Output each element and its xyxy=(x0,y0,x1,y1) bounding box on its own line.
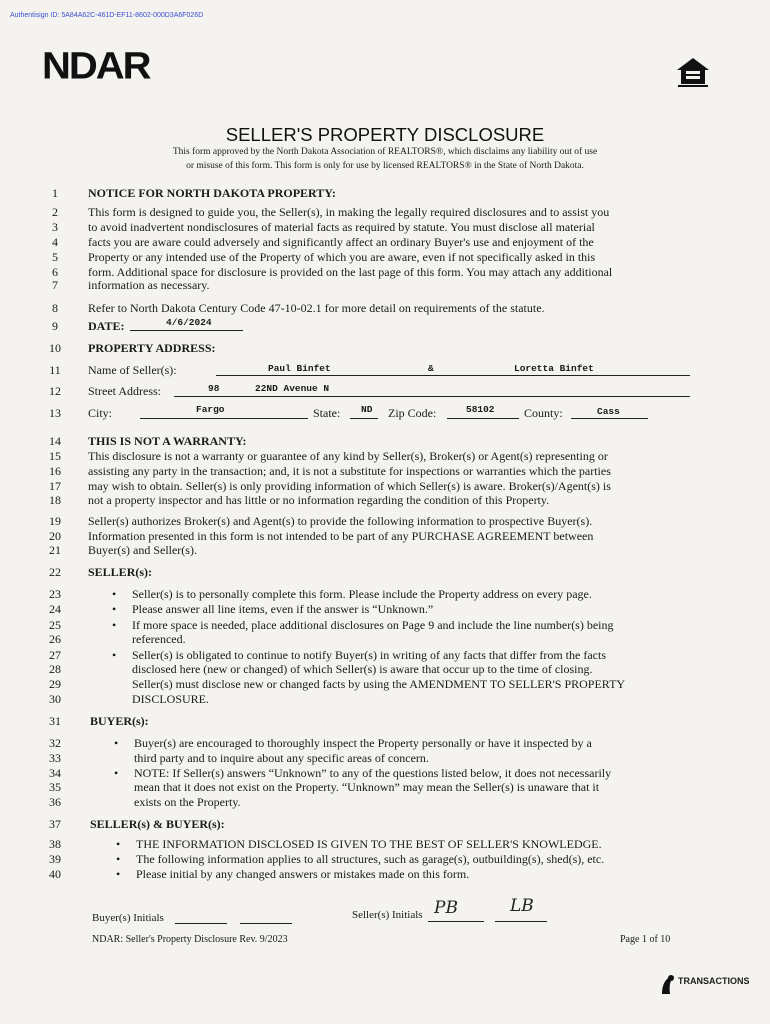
buyer-bullet-32: Buyer(s) are encouraged to thoroughly inspect the Property personally or have it inspected by a xyxy=(134,736,592,750)
line-number: 35 xyxy=(49,780,61,794)
both-bullet-39: The following information applies to all structures, such as garage(s), outbuilding(s), shed(s), etc. xyxy=(136,852,605,866)
form-title: SELLER'S PROPERTY DISCLOSURE xyxy=(225,124,545,145)
line-number: 19 xyxy=(49,514,61,528)
sellers-heading: SELLER(s): xyxy=(88,565,153,579)
authorization-line-20: Information presented in this form is not intended to be part of any PURCHASE AGREEMENT between xyxy=(88,529,594,543)
line-number: 11 xyxy=(49,363,61,377)
seller-bullet-30: DISCLOSURE. xyxy=(132,692,210,706)
property-address-heading: PROPERTY ADDRESS: xyxy=(88,341,216,355)
line-number: 20 xyxy=(49,529,61,543)
seller-name-2[interactable]: Loretta Binfet xyxy=(514,363,594,374)
buyer-bullet-35: mean that it does not exist on the Property. “Unknown” may mean the Seller(s) is unaware that it xyxy=(134,780,600,794)
both-bullet-38: THE INFORMATION DISCLOSED IS GIVEN TO THE BEST OF SELLER'S KNOWLEDGE. xyxy=(136,837,602,851)
seller-name-1[interactable]: Paul Binfet xyxy=(268,363,331,374)
line-number: 8 xyxy=(52,301,58,315)
line-number: 21 xyxy=(49,543,61,557)
seller-bullet-24: Please answer all line items, even if the answer is “Unknown.” xyxy=(132,602,434,616)
line-number: 24 xyxy=(49,602,61,616)
authorization-line-21: Buyer(s) and Seller(s). xyxy=(88,543,197,557)
date-label: DATE: xyxy=(88,319,125,333)
seller-initial-1[interactable]: PB xyxy=(434,898,458,918)
line-number: 12 xyxy=(49,384,61,398)
line-number: 27 xyxy=(49,648,61,662)
line-number: 17 xyxy=(49,479,61,493)
line-number: 37 xyxy=(49,817,61,831)
line-number: 5 xyxy=(52,250,58,264)
line-number: 14 xyxy=(49,434,61,448)
warranty-line-16: assisting any party in the transaction; and, it is not a substitute for inspections or warranties which the parties xyxy=(88,464,611,478)
both-bullet-40: Please initial by any changed answers or mistakes made on this form. xyxy=(136,867,470,881)
form-subtitle-2: or misuse of this form. This form is only for use by licensed REALTORS® in the State of North Dakota. xyxy=(186,161,584,171)
line-number: 2 xyxy=(52,205,58,219)
seller-bullet-28: disclosed here (new or changed) of which Seller(s) is aware that occur up to the time of closing. xyxy=(132,662,593,676)
buyer-bullet-33: third party and to inquire about any specific areas of concern. xyxy=(134,751,429,765)
seller-bullet-26: referenced. xyxy=(132,632,186,646)
notice-line-5: Property or any intended use of the Property of which you are aware, even if not specifically asked in this xyxy=(88,250,596,264)
seller-initials-label: Seller(s) Initials xyxy=(352,909,423,921)
state-value[interactable]: ND xyxy=(361,404,373,415)
line-number: 1 xyxy=(52,186,58,200)
notice-line-6: form. Additional space for disclosure is provided on the last page of this form. You may attach any additional xyxy=(88,265,613,279)
notice-heading: NOTICE FOR NORTH DAKOTA PROPERTY: xyxy=(88,186,336,200)
street-address-label: Street Address: xyxy=(88,384,161,398)
line-number: 32 xyxy=(49,736,61,750)
line-number: 40 xyxy=(49,867,61,881)
buyers-heading: BUYER(s): xyxy=(90,714,149,728)
line-number: 31 xyxy=(49,714,61,728)
line-number: 34 xyxy=(49,766,61,780)
line-number: 10 xyxy=(49,341,61,355)
zip-value[interactable]: 58102 xyxy=(466,404,495,415)
city-value[interactable]: Fargo xyxy=(196,404,225,415)
line-number: 6 xyxy=(52,265,58,279)
form-revision: NDAR: Seller's Property Disclosure Rev. 9/2023 xyxy=(92,934,288,945)
seller-bullet-27: Seller(s) is obligated to continue to notify Buyer(s) in writing of any facts that differ from the facts xyxy=(132,648,606,662)
line-number: 3 xyxy=(52,220,58,234)
line-number: 39 xyxy=(49,852,61,866)
line-number: 29 xyxy=(49,677,61,691)
line-number: 25 xyxy=(49,618,61,632)
notice-line-2: This form is designed to guide you, the Seller(s), in making the legally required disclosures and to assist you xyxy=(88,205,610,219)
warranty-heading: THIS IS NOT A WARRANTY: xyxy=(88,434,247,448)
ndar-logo: NDAR xyxy=(42,45,150,87)
line-number: 28 xyxy=(49,662,61,676)
street-name-value[interactable]: 22ND Avenue N xyxy=(255,383,330,394)
line-number: 7 xyxy=(52,278,58,292)
equal-housing-icon xyxy=(675,56,711,88)
warranty-line-17: may wish to obtain. Seller(s) is only providing information of which Seller(s) is aware. Broker(s)/Agent(s) is xyxy=(88,479,611,493)
notice-line-3: to avoid inadvertent nondisclosures of material facts as required by statute. You must disclose all material xyxy=(88,220,595,234)
page-number: Page 1 of 10 xyxy=(620,934,671,945)
authentisign-id: Authentisign ID: 5A84A62C-461D-EF11-8602-000D3A6F026D xyxy=(10,12,204,19)
line-number: 33 xyxy=(49,751,61,765)
county-label: County: xyxy=(524,406,563,420)
line-number: 30 xyxy=(49,692,61,706)
buyer-initials-label: Buyer(s) Initials xyxy=(92,912,164,924)
transactions-logo-text: TRANSACTIONS xyxy=(678,976,750,986)
line-number: 26 xyxy=(49,632,61,646)
notice-line-4: facts you are aware could adversely and significantly affect an ordinary Buyer's use and enjoyment of the xyxy=(88,235,594,249)
seller-bullet-29: Seller(s) must disclose new or changed facts by using the AMENDMENT TO SELLER'S PROPERTY xyxy=(132,677,626,691)
city-label: City: xyxy=(88,406,113,420)
statute-reference: Refer to North Dakota Century Code 47-10-02.1 for more detail on requirements of the statute. xyxy=(88,301,545,315)
line-number: 13 xyxy=(49,406,61,420)
authorization-line-19: Seller(s) authorizes Broker(s) and Agent(s) to provide the following information to prospective Buyer(s). xyxy=(88,514,593,528)
line-number: 23 xyxy=(49,587,61,601)
line-number: 9 xyxy=(52,319,58,333)
line-number: 15 xyxy=(49,449,61,463)
form-subtitle-1: This form approved by the North Dakota Association of REALTORS®, which disclaims any liability out of use xyxy=(172,147,598,157)
line-number: 22 xyxy=(49,565,61,579)
warranty-line-18: not a property inspector and has little or no information regarding the condition of this Property. xyxy=(88,493,550,507)
buyer-bullet-36: exists on the Property. xyxy=(134,795,241,809)
seller-buyer-heading: SELLER(s) & BUYER(s): xyxy=(90,817,225,831)
warranty-line-15: This disclosure is not a warranty or guarantee of any kind by Seller(s), Broker(s) or Agent(s) representing or xyxy=(88,449,608,463)
line-number: 36 xyxy=(49,795,61,809)
disclosure-page: Authentisign ID: 5A84A62C-461D-EF11-8602-000D3A6F026D NDAR SELLER'S PROPERTY DISCLOSURE This form approved by the North Dakota Association of REALTORS®, which disclaims any liability out of use or misuse of this form. This form is only for use by licensed REALTORS® in the State of North Dakota. 1 2 3 4 5 6 7 8 9 10 11 12 13 14 15 16 17 18 19 20 21 22 23 24 25 26 27 28 29 30 31 32 33 34 35 36 37 38 39 40 NOTICE FOR NORTH DAKOTA PROPERTY: This form is designed to guide you, the Seller(s), in making the legally required disclosures and to assist you to avoid inadvertent nondisclosures of material facts as required by statute. You must disclose all material facts you are aware could adversely and significantly affect an ordinary Buyer's use and enjoyment of the Property or any intended use of the Property of which you are aware, even if not specifically asked in this form. Additional space for disclosure is provided on the last page of this form. You may attach any additional information as necessary. Refer to North Dakota Century Code 47-10-02.1 for more detail on requirements of the statute. DATE: 4/6/2024 PROPERTY ADDRESS: Name of Seller(s): Paul Binfet & Loretta Binfet Street Address: 98 22ND Avenue N City: Fargo State: ND Zip Code: 58102 County: Cass THIS IS NOT A WARRANTY: This disclosure is not a warranty or guarantee of any kind by Seller(s), Broker(s) or Agent(s) representing or assisting any party in the transaction; and, it is not a substitute for inspections or warranties which the parties may wish to obtain. Seller(s) is only providing information of which Seller(s) is aware. Broker(s)/Agent(s) is not a property inspector and has little or no information regarding the condition of this Property. Seller(s) authorizes Broker(s) and Agent(s) to provide the following information to prospective Buyer(s). Information presented in this form is not intended to be part of any PURCHASE AGREEMENT between Buyer(s) and Seller(s). SELLER(s): • Seller(s) is to personally complete this form. Please include the Property address on every page. • Please answer all line items, even if the answer is “Unknown.” • If more space is needed, place additional disclosures on Page 9 and include the line number(s) being referenced. • Seller(s) is obligated to continue to notify Buyer(s) in writing of any facts that differ from the facts disclosed here (new or changed) of which Seller(s) is aware that occur up to the time of closing. Seller(s) must disclose new or changed facts by using the AMENDMENT TO SELLER'S PROPERTY DISCLOSURE. BUYER(s): • Buyer(s) are encouraged to thoroughly inspect the Property personally or have it inspected by a third party and to inquire about any specific areas of concern. • NOTE: If Seller(s) answers “Unknown” to any of the questions listed below, it does not necessarily mean that it does not exist on the Property. “Unknown” may mean the Seller(s) is unaware that it exists on the Property. SELLER(s) & BUYER(s): • THE INFORMATION DISCLOSED IS GIVEN TO THE BEST OF SELLER'S KNOWLEDGE. • The following information applies to all structures, such as garage(s), outbuilding(s), shed(s), etc. • Please initial by any changed answers or mistakes made on this form. Buyer(s) Initials Seller(s) Initials PB LB NDAR: Seller's Property Disclosure Rev. 9/2023 Page 1 of 10 TRANSACTIONS xyxy=(0,0,770,1024)
zip-label: Zip Code: xyxy=(388,406,437,420)
line-number: 4 xyxy=(52,235,58,249)
buyer-bullet-34: NOTE: If Seller(s) answers “Unknown” to any of the questions listed below, it does not necessarily xyxy=(134,766,612,780)
line-number: 18 xyxy=(49,493,61,507)
seller-name-label: Name of Seller(s): xyxy=(88,363,177,377)
notice-line-7: information as necessary. xyxy=(88,278,210,292)
line-number: 16 xyxy=(49,464,61,478)
county-value[interactable]: Cass xyxy=(597,406,620,417)
line-number: 38 xyxy=(49,837,61,851)
date-value[interactable]: 4/6/2024 xyxy=(166,317,212,328)
state-label: State: xyxy=(313,406,341,420)
seller-separator: & xyxy=(428,363,434,374)
seller-bullet-23: Seller(s) is to personally complete this form. Please include the Property address on every page. xyxy=(132,587,592,601)
street-number-value[interactable]: 98 xyxy=(208,383,220,394)
seller-bullet-25: If more space is needed, place additional disclosures on Page 9 and include the line number(s) being xyxy=(132,618,614,632)
seller-initial-2[interactable]: LB xyxy=(510,896,534,916)
